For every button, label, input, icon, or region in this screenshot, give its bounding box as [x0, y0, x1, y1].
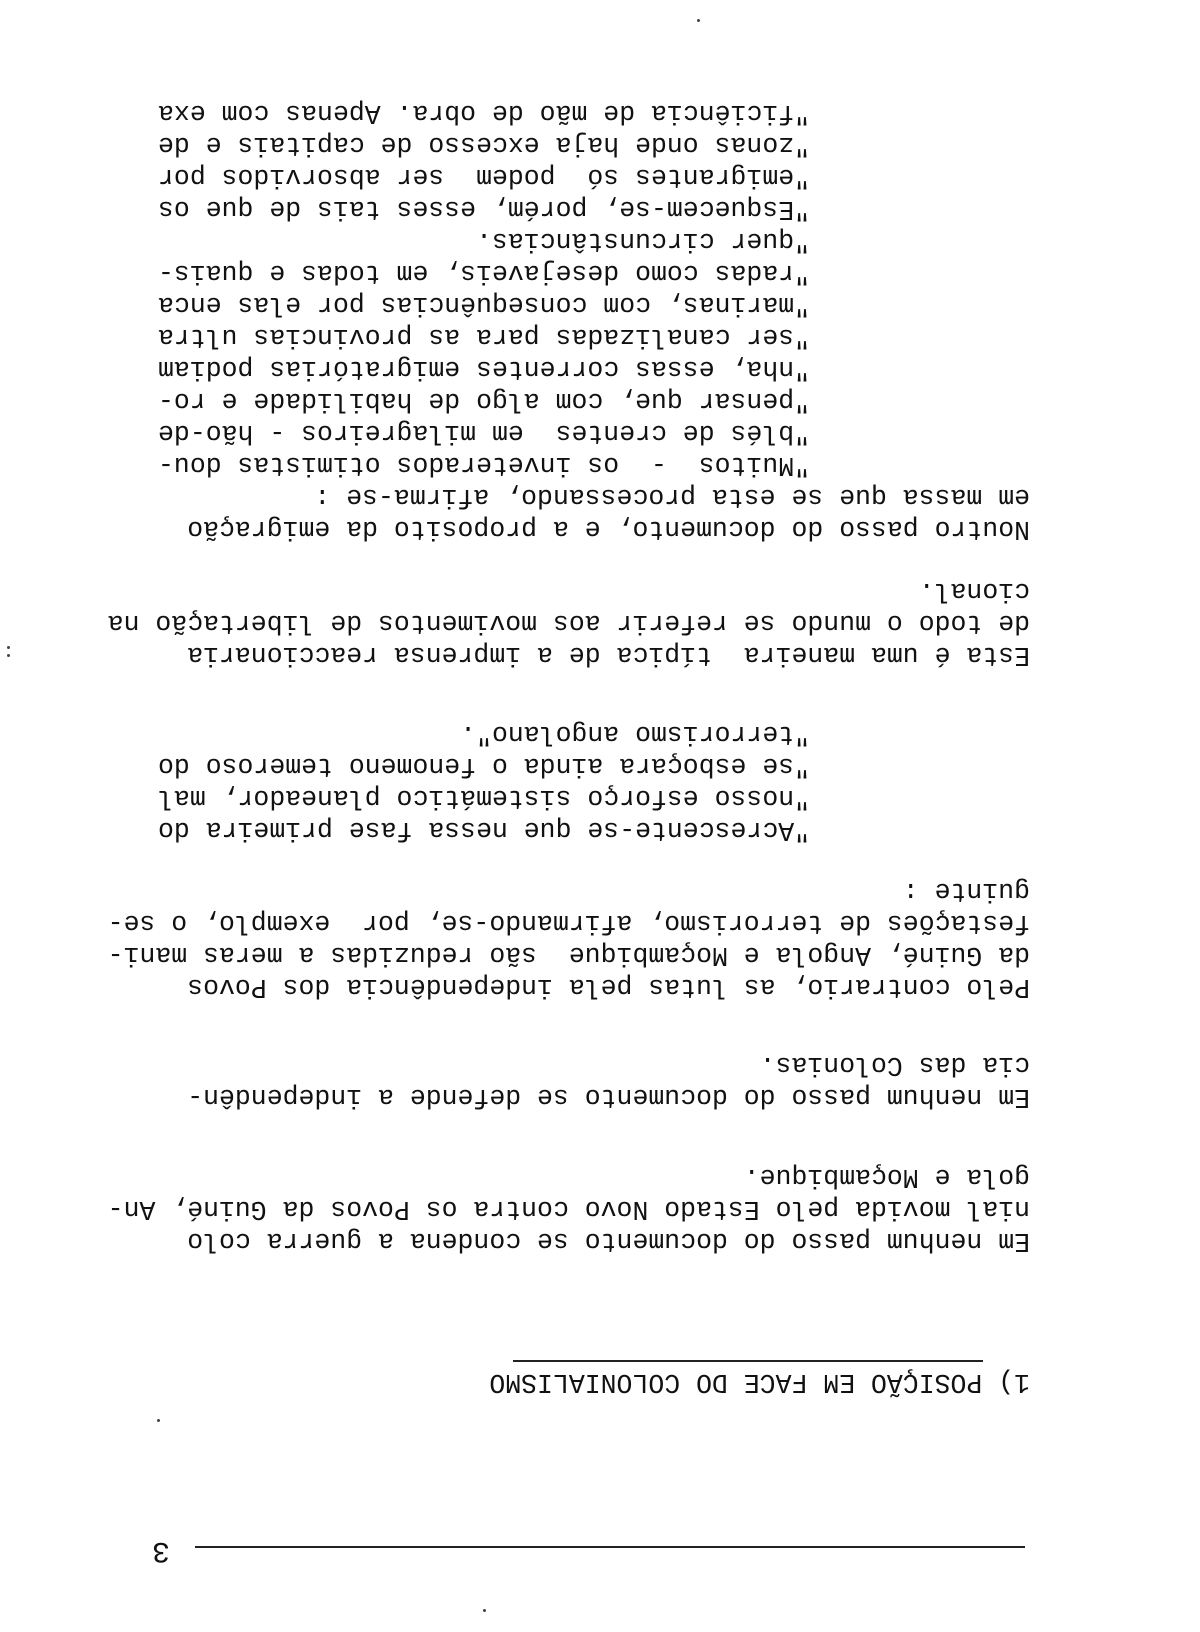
quote-line: "zonas onde haja excesso de capitais e de [157, 130, 810, 160]
text-line: Noutro passo do documento, e a proposito da emigração [187, 514, 1030, 544]
text-line: de todo o mundo se referir aos movimentos de libertação na [107, 608, 1030, 638]
quote-line: "Esquecem-se, porém, esses tais de que os [157, 194, 810, 224]
page-number: 3 [151, 1533, 170, 1567]
text-line: Pelo contrario, as lutas pela independência dos Povos [187, 972, 1030, 1002]
scan-speck [7, 654, 10, 657]
text-line: em massa que se esta processando, afirma-se : [314, 482, 1030, 512]
text-line: nial movida pelo Estado Novo contra os Povos da Guiné, An- [107, 1194, 1030, 1224]
quote-line: "blés de crentes em milagreiros - hão-de [157, 418, 810, 448]
heading-underline [513, 1360, 983, 1362]
scan-speck [7, 646, 10, 649]
quote-line: "pensar que, com algo de habilidade e ro- [157, 386, 810, 416]
quote-line: "quer circunstâncias. [476, 226, 810, 256]
text-line: da Guiné, Angola e Moçambique são reduzidas a meras mani- [107, 940, 1030, 970]
scan-speck [483, 1609, 486, 1612]
quote-line: "nha, essas correntes emigratórias podiam [157, 354, 810, 384]
text-line: Em nenhum passo do documento se defende a independên- [187, 1082, 1030, 1112]
text-line: Em nenhum passo do documento se condena a guerra colo [187, 1226, 1030, 1256]
header-rule [195, 1546, 1025, 1548]
quote-line: "ser canalizadas para as provincias ultra [157, 322, 810, 352]
text-line: cia das Colonias. [759, 1050, 1030, 1080]
quote-line: "Muitos - os inveterados otimistas dou- [157, 450, 810, 480]
quote-line: "nosso esforço sistemático planeador, mal [157, 783, 810, 813]
quote-line: "emigrantes só podem ser absorvidos por [157, 162, 810, 192]
text-line: festações de terrorismo, afirmando-se, por exemplo, o se- [107, 908, 1030, 938]
text-line: guinte : [902, 876, 1030, 906]
text-line: cional. [918, 576, 1030, 606]
quote-line: "se esboçara ainda o fenomeno temeroso do [157, 751, 810, 781]
quote-line: "ficiência de mão de obra. Apenas com exa [157, 98, 810, 128]
scan-speck [697, 19, 700, 22]
text-line: gola e Moçambique. [743, 1162, 1030, 1192]
section-heading: 1) POSIÇÃO EM FACE DO COLONIALISMO [489, 1367, 1030, 1397]
scan-speck [157, 1419, 160, 1422]
quote-line: "radas como desejaveis, em todas e quais- [157, 258, 810, 288]
quote-line: "Acrescente-se que nessa fase primeira do [157, 815, 810, 845]
text-line: Esta é uma maneira típica de a imprensa reaccionaria [187, 640, 1030, 670]
quote-line: "terrorismo angolano". [460, 719, 810, 749]
quote-line: "marinas, com consequências por elas enca [157, 290, 810, 320]
